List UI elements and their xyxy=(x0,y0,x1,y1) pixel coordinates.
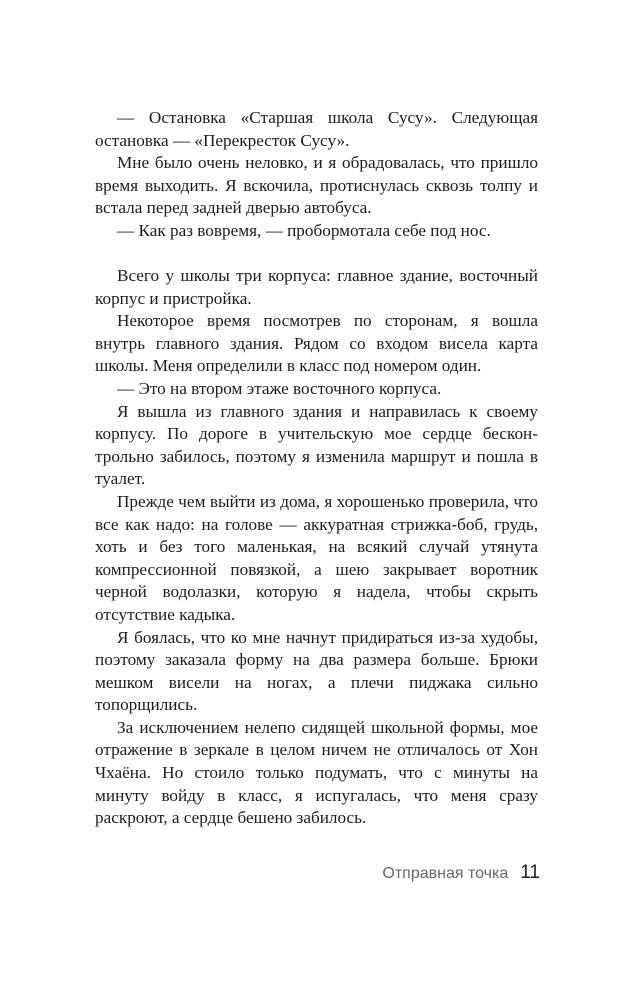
paragraph: — Остановка «Старшая школа Сусу». Следующая остановка — «Перекресток Сусу». xyxy=(95,108,538,150)
page-footer xyxy=(382,862,540,884)
paragraph: Всего у школы три корпуса: главное здание, восточный корпус и пристройка. xyxy=(95,266,538,308)
running-title: Отправная точка xyxy=(382,865,509,882)
paragraph: — Как раз вовремя, — пробормотала себе под нос. xyxy=(117,220,491,240)
paragraph: — Это на втором этаже восточного корпуса. xyxy=(117,378,442,398)
page-number: 11 xyxy=(520,862,540,883)
text-section-1 xyxy=(95,107,538,243)
paragraph: Мне было очень неловко, и я обрадовалась, что пришло время выходить. Я вскочила, протиснулась сквозь толпу и встала перед задней дверью автобуса. xyxy=(95,153,538,218)
paragraph: Некоторое время посмотрев по сторонам, я вошла внутрь главного здания. Рядом со входом висела карта школы. Меня определили в класс под номером один. xyxy=(95,311,538,376)
paragraph: Прежде чем выйти из дома, я хорошенько проверила, что все как надо: на голове — аккуратная стрижка-боб, грудь, хоть и без того маленькая, на всякий случай утянута компрессионной повязкой, а шею закрывает воротник черной водолазки, которую я надела, чтобы скрыть отсутствие кадыка. xyxy=(95,491,538,624)
paragraph: Я боялась, что ко мне начнут придираться из-за худобы, поэтому заказала форму на два размера больше. Брюки мешком висели на ногах, а плечи пиджака сильно топорщились. xyxy=(95,627,538,715)
text-section-2 xyxy=(95,265,538,830)
paragraph: За исключением нелепо сидящей школьной формы, мое отражение в зеркале в целом ничем не отличалось от Хон Чхаёна. Но стоило только подумать, что с минуты на минуту войду в класс, я испугалась, что меня сразу раскроют, а сердце бешено забилось. xyxy=(95,717,538,828)
paragraph: Я вышла из главного здания и направилась к своему корпусу. По дороге в учительскую мое сердце бесконтрольно забилось, поэтому я изменила маршрут и пошла в туалет. xyxy=(95,401,538,489)
